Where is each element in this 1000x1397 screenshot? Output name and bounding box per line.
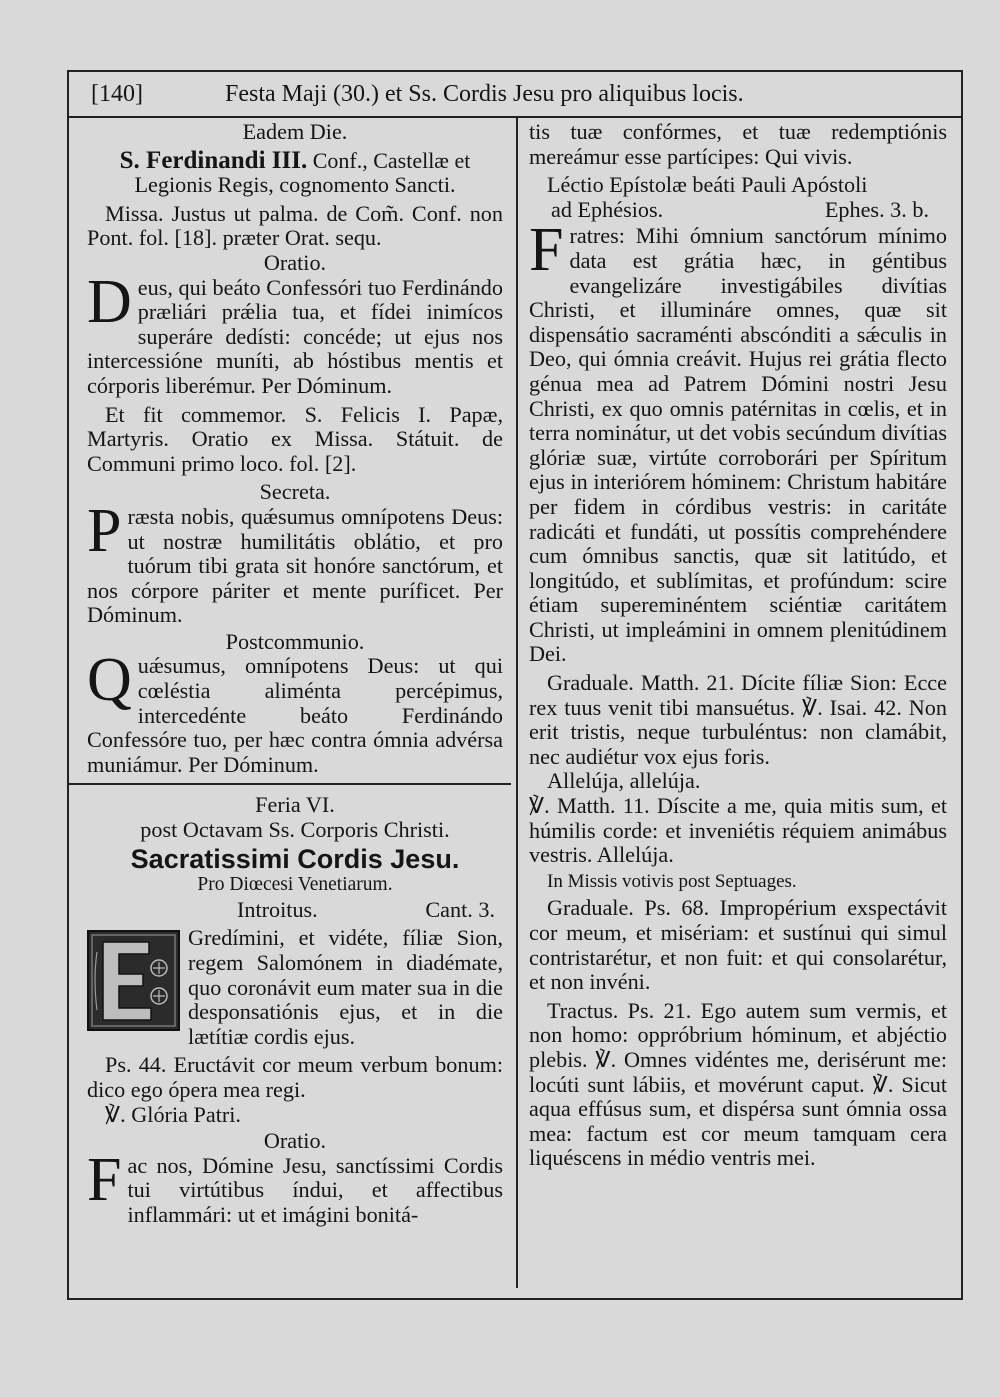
- running-title: Festa Maji (30.) et Ss. Cordis Jesu pro aliquibus locis.: [225, 81, 744, 107]
- drop-initial-q: Q: [87, 646, 132, 715]
- oratio-1: [87, 267, 503, 399]
- feria: Feria VI.: [255, 792, 335, 818]
- page-number: [140]: [91, 81, 143, 107]
- drop-initial-f-epistola: F: [529, 216, 564, 285]
- rubric-septuages: In Missis votivis post Septuages.: [547, 870, 797, 892]
- gloria-patri: ℣. Glória Patri.: [105, 1101, 241, 1127]
- main-title: Sacratissimi Cordis Jesu.: [130, 843, 460, 874]
- right-column: [529, 120, 947, 1171]
- feast-heading: [87, 146, 503, 174]
- introitus-text: Gredímini, et vidéte, fíliæ Sion, regem Salomónem in diadémate, quo coronávit eum mater sua in die desponsatiónis ejus, et in die lætítiæ cordis ejus.: [188, 925, 503, 1049]
- oratio-heading-1: Oratio.: [263, 249, 327, 275]
- postcommunio: [87, 646, 503, 777]
- oratio-2: [87, 1145, 503, 1228]
- psalm-44: Ps. 44. Eructávit cor meum verbum bonum: dico ego ópera mea regi.: [87, 1052, 503, 1102]
- oratio-2-continuation: tis tuæ confórmes, et tuæ redemptiónis mereámur esse partícipes: Qui vivis.: [529, 119, 947, 169]
- feast-desc-1: Conf., Castellæ et: [307, 147, 471, 173]
- post-octavam: post Octavam Ss. Corporis Christi.: [140, 817, 450, 843]
- lectio-line-1: Léctio Epístolæ beáti Pauli Apóstoli: [547, 172, 868, 198]
- column-divider: [516, 116, 518, 1288]
- introitus-heading: [87, 898, 503, 923]
- pro-dioecesi: Pro Diœcesi Venetiarum.: [197, 874, 393, 896]
- introitus-label: Introitus.: [237, 896, 318, 922]
- alleluia-verse: ℣. Matth. 11. Díscite a me, quia mitis sum, et húmilis corde: et inveniétis réquiem animábus vestris. Allelúja.: [529, 793, 947, 868]
- epistola: [529, 216, 947, 667]
- introitus-ref: Cant. 3.: [425, 896, 495, 922]
- drop-initial-p: P: [87, 496, 122, 565]
- secreta: [87, 496, 503, 628]
- left-column: [87, 120, 503, 1228]
- missa-line: Missa. Justus ut palma. de Com̃. Conf. non Pont. fol. [18]. præter Orat. sequ.: [87, 200, 503, 251]
- secreta-text: ræsta nobis, quǽsumus omnípotens Deus: ut nostræ humilitátis oblátio, et pro tuórum tibi grata sit honóre sanctórum, et nos córpore páriter et mente puríficet. Per Dóminum.: [87, 503, 503, 628]
- alleluia: Allelúja, allelúja.: [547, 768, 701, 794]
- oratio-1-text: eus, qui beáto Confessóri tuo Ferdinándo præliári prǽlia tua, et fídei inimícos superáre dedísti: concéde; ut ejus nos intercessióne muníti, ab hóstibus mentis et córporis liberémur. Per Dóminum.: [87, 274, 503, 398]
- page-frame: [67, 70, 963, 1300]
- drop-initial-f: F: [87, 1145, 122, 1214]
- graduale-2: Graduale. Ps. 68. Impropérium exspectávit cor meum, et misériam: et sustínui qui simul contristarétur, et non fuit: et qui consolarétur, et non invéni.: [529, 895, 947, 995]
- feast-desc-2: Legionis Regis, cognomento Sancti.: [134, 172, 456, 198]
- oratio-2-text: ac nos, Dómine Jesu, sanctíssimi Cordis tui virtútibus índui, et affectibus inflammári: ut et imágini bonitá-: [127, 1152, 503, 1227]
- eadem-die: Eadem Die.: [242, 119, 348, 144]
- postcommunio-heading: Postcommunio.: [225, 628, 365, 654]
- lectio-line-2: [529, 198, 947, 223]
- secreta-heading: Secreta.: [259, 479, 331, 505]
- section-separator: [69, 783, 511, 785]
- ornate-initial-e-icon: [87, 930, 180, 1031]
- lectio-reference: Ephes. 3. b.: [824, 196, 929, 222]
- introitus: [87, 926, 503, 1049]
- page-header: [69, 72, 961, 118]
- commemoration: Et fit commemor. S. Felicis I. Papæ, Martyris. Oratio ex Missa. Státuit. de Communi primo loco. fol. [2].: [87, 401, 503, 476]
- epistola-text: ratres: Mihi ómnium sanctórum mínimo data est grátia hæc, in géntibus evangelizáre investigábiles divítias Christi, et illumináre omnes, quæ sit dispensátio sacraménti abscónditi a sǽculis in Deo, qui ómnia creávit. Hujus rei grátia flecto génua mea ad Patrem Dómini nostri Jesu Christi, ex quo omnis patérnitas in cœlis, et in terra nominátur, ut det vobis secúndum divítias glóriæ suæ, virtúte corroborári per Spíritum ejus in interiórem hóminem: Christum habitáre per fidem in córdibus vestris: in caritáte radicáti et fundáti, ut possítis comprehéndere cum ómnibus sanctis, quæ sit latitúdo, et longitúdo, et sublímitas, et profúndum: scire étiam supereminéntem sciéntiæ caritátem Christi, ut impleámini in omnem plenitúdinem Dei.: [529, 223, 947, 667]
- postcommunio-text: uǽsumus, omnípotens Deus: ut qui cœléstia aliménta percépimus, intercedénte beáto Ferdinándo Confessóre tuo, per hæc contra ómnia advérsa muniámur. Per Dóminum.: [87, 653, 503, 777]
- drop-initial-d: D: [87, 267, 132, 336]
- feast-name: S. Ferdinandi III.: [119, 146, 308, 174]
- graduale-1: Graduale. Matth. 21. Dícite fíliæ Sion: Ecce rex tuus venit tibi mansuétus. ℣. Isai. 42. Non erit tristis, neque turbuléntus: non clamábit, nec audiétur vox ejus foris.: [529, 670, 947, 769]
- lectio-addressee: ad Ephésios.: [551, 196, 664, 222]
- tractus: Tractus. Ps. 21. Ego autem sum vermis, et non homo: oppróbrium hóminum, et abjéctio plebis. ℣. Omnes vidéntes me, derisérunt me: locúti sunt lábiis, et movérunt caput. ℣. Sicut aqua effúsus sum, et dispérsa sunt ómnia ossa mea: factum est cor meum tamquam cera liquéscens in médio ventris mei.: [529, 997, 947, 1171]
- oratio-heading-2: Oratio.: [263, 1128, 327, 1154]
